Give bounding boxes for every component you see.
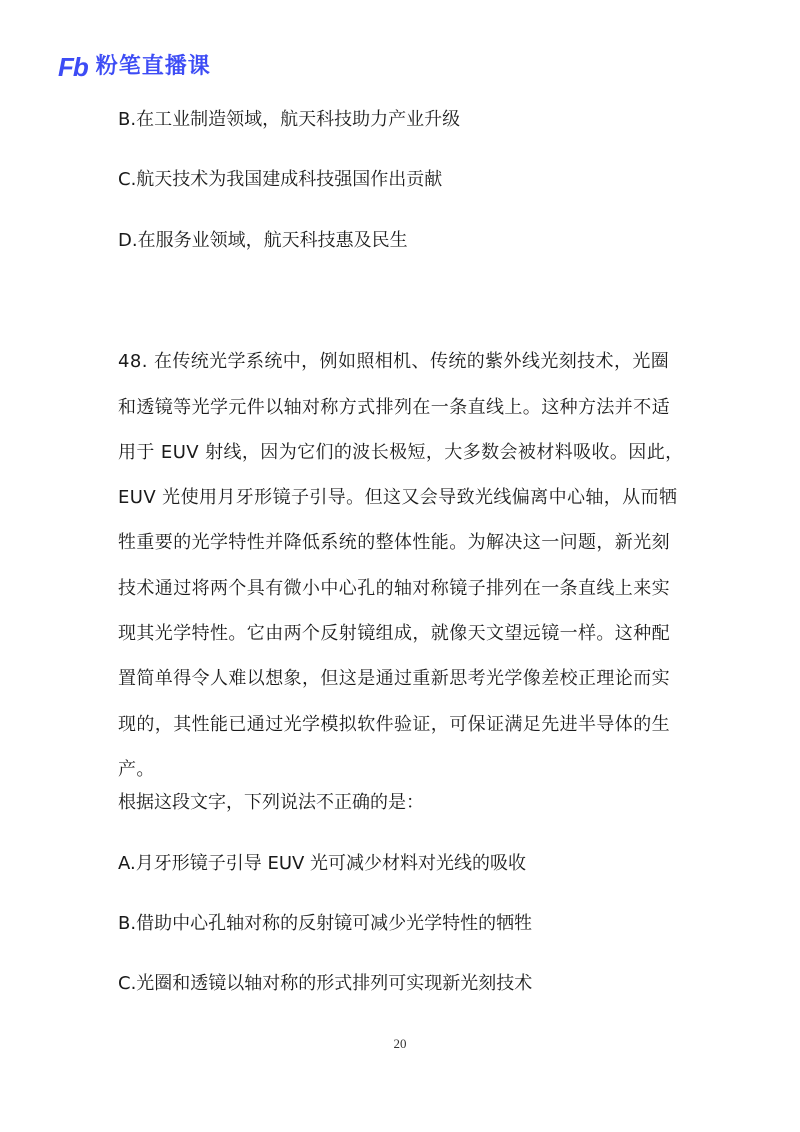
- option-a: A.月牙形镜子引导 EUV 光可减少材料对光线的吸收: [118, 853, 527, 874]
- prev-option-c: C.航天技术为我国建成科技强国作出贡献: [118, 169, 443, 190]
- page-number: 20: [393, 1036, 407, 1051]
- passage-line-last: 产。: [118, 759, 155, 780]
- passage-line: 和透镜等光学元件以轴对称方式排列在一条直线上。这种方法并不适: [118, 397, 670, 418]
- passage-line: EUV 光使用月牙形镜子引导。但这又会导致光线偏离中心轴，从而牺: [118, 487, 678, 508]
- brand-logo: [58, 52, 211, 82]
- prev-option-d: D.在服务业领域，航天科技惠及民生: [118, 230, 408, 251]
- passage-line: 现其光学特性。它由两个反射镜组成，就像天文望远镜一样。这种配: [118, 623, 670, 644]
- question-prompt: 根据这段文字，下列说法不正确的是：: [118, 792, 424, 813]
- passage-line: 牲重要的光学特性并降低系统的整体性能。为解决这一问题，新光刻: [118, 532, 670, 553]
- passage-line: 置简单得令人难以想象，但这是通过重新思考光学像差校正理论而实: [118, 668, 670, 689]
- passage-line: 现的，其性能已通过光学模拟软件验证，可保证满足先进半导体的生: [118, 714, 670, 735]
- brand-name: 粉笔直播课: [95, 54, 211, 79]
- passage-line: 48. 在传统光学系统中，例如照相机、传统的紫外线光刻技术，光圈: [118, 351, 670, 372]
- option-c: C.光圈和透镜以轴对称的形式排列可实现新光刻技术: [118, 973, 533, 994]
- passage-line: 用于 EUV 射线，因为它们的波长极短，大多数会被材料吸收。因此，: [118, 442, 684, 463]
- passage-line: 技术通过将两个具有微小中心孔的轴对称镜子排列在一条直线上来实: [118, 578, 670, 599]
- prev-option-b: B.在工业制造领域，航天科技助力产业升级: [118, 109, 461, 130]
- option-b: B.借助中心孔轴对称的反射镜可减少光学特性的牺牲: [118, 913, 533, 934]
- fb-logo-icon: Fb: [58, 52, 88, 82]
